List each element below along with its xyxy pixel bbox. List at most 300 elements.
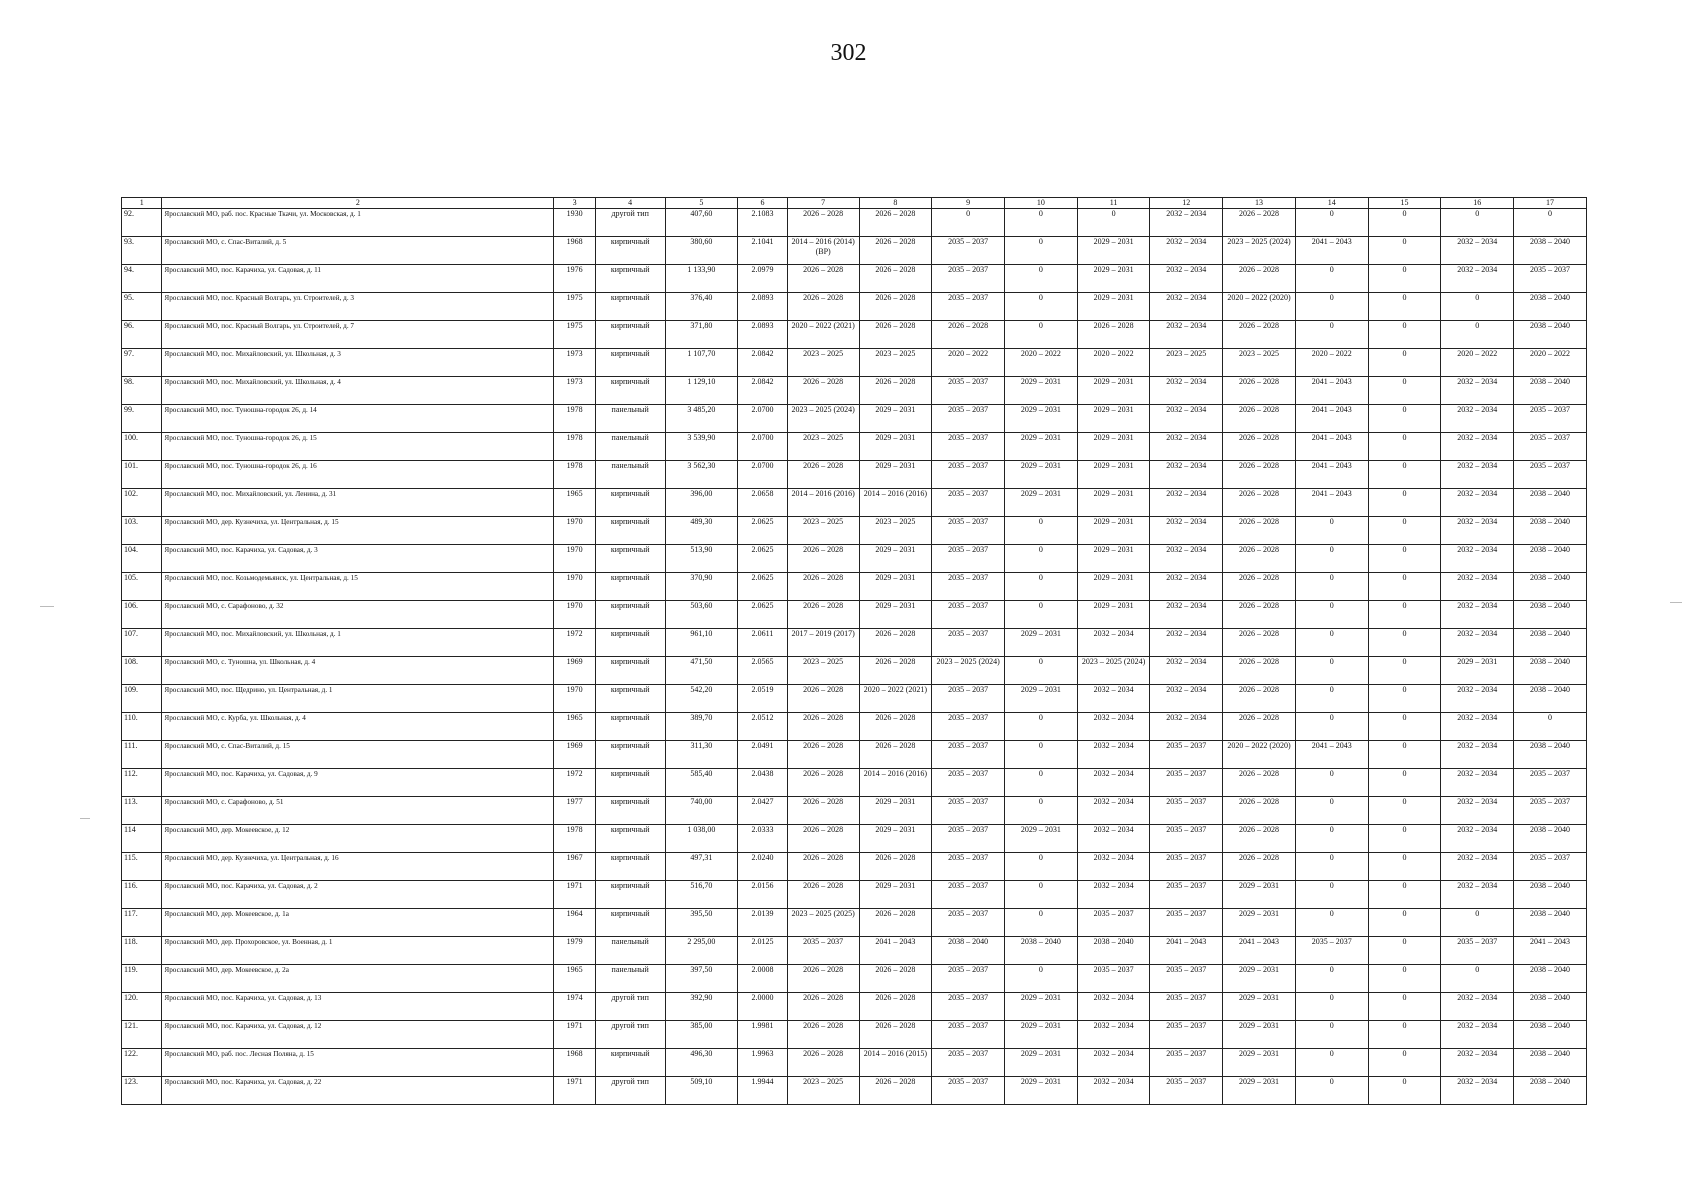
table-cell: 2026 – 2028 xyxy=(859,657,932,685)
table-cell: 2032 – 2034 xyxy=(1077,881,1150,909)
table-cell: 2029 – 2031 xyxy=(859,545,932,573)
table-cell: 2035 – 2037 xyxy=(932,573,1005,601)
table-cell: 2014 – 2016 (2016) xyxy=(787,489,859,517)
table-cell: 2026 – 2028 xyxy=(859,629,932,657)
table-cell: 0 xyxy=(1004,881,1077,909)
table-cell: кирпичный xyxy=(595,1049,665,1077)
row-number-cell: 106. xyxy=(122,601,162,629)
table-cell: 2029 – 2031 xyxy=(1077,433,1150,461)
table-cell: 2.0979 xyxy=(738,265,788,293)
table-cell: 2020 – 2022 xyxy=(1514,349,1587,377)
column-header: 10 xyxy=(1004,198,1077,209)
row-number-cell: 102. xyxy=(122,489,162,517)
table-cell: 2.0625 xyxy=(738,601,788,629)
table-cell: 2035 – 2037 xyxy=(1514,405,1587,433)
table-cell: 0 xyxy=(1368,657,1441,685)
table-cell: 2035 – 2037 xyxy=(932,461,1005,489)
table-cell: 0 xyxy=(1295,993,1368,1021)
table-cell: 1 107,70 xyxy=(665,349,738,377)
table-cell: 2032 – 2034 xyxy=(1150,573,1223,601)
table-cell: 2029 – 2031 xyxy=(1077,489,1150,517)
table-cell: 0 xyxy=(1004,265,1077,293)
table-cell: 2032 – 2034 xyxy=(1150,293,1223,321)
table-cell: 2.0658 xyxy=(738,489,788,517)
column-header: 12 xyxy=(1150,198,1223,209)
table-cell: кирпичный xyxy=(595,545,665,573)
table-cell: 2026 – 2028 xyxy=(859,265,932,293)
table-cell: кирпичный xyxy=(595,377,665,405)
row-number-cell: 95. xyxy=(122,293,162,321)
table-cell: 2029 – 2031 xyxy=(859,433,932,461)
table-cell: 2026 – 2028 xyxy=(787,1049,859,1077)
table-cell: 2032 – 2034 xyxy=(1150,461,1223,489)
table-cell: 2041 – 2043 xyxy=(1295,741,1368,769)
table-cell: 2032 – 2034 xyxy=(1150,517,1223,545)
table-cell: 2041 – 2043 xyxy=(1295,433,1368,461)
address-cell: Ярославский МО, пос. Карачиха, ул. Садовая, д. 13 xyxy=(162,993,554,1021)
table-cell: 2.0139 xyxy=(738,909,788,937)
table-cell: 2.0565 xyxy=(738,657,788,685)
table-cell: 2035 – 2037 xyxy=(1441,937,1514,965)
column-header: 15 xyxy=(1368,198,1441,209)
table-row xyxy=(122,601,1587,629)
table-cell: 2.0333 xyxy=(738,825,788,853)
table-cell: 2020 – 2022 (2021) xyxy=(859,685,932,713)
table-row xyxy=(122,209,1587,237)
table-cell: 2029 – 2031 xyxy=(1077,517,1150,545)
table-cell: 2032 – 2034 xyxy=(1077,741,1150,769)
table-cell: 0 xyxy=(1441,321,1514,349)
address-cell: Ярославский МО, пос. Карачиха, ул. Садовая, д. 22 xyxy=(162,1077,554,1105)
table-cell: 2035 – 2037 xyxy=(932,1021,1005,1049)
column-header: 8 xyxy=(859,198,932,209)
table-cell: 1 129,10 xyxy=(665,377,738,405)
table-cell: 3 562,30 xyxy=(665,461,738,489)
table-cell: 2026 – 2028 xyxy=(1223,769,1296,797)
table-cell: 0 xyxy=(1295,853,1368,881)
address-cell: Ярославский МО, раб. пос. Красные Ткачи, ул. Московская, д. 1 xyxy=(162,209,554,237)
table-cell: 2026 – 2028 xyxy=(787,965,859,993)
table-row xyxy=(122,349,1587,377)
table-cell: 2020 – 2022 xyxy=(1077,349,1150,377)
table-row xyxy=(122,433,1587,461)
table-cell: 0 xyxy=(1295,1049,1368,1077)
table-cell: 1970 xyxy=(554,685,595,713)
table-cell: 2.1041 xyxy=(738,237,788,265)
row-number-cell: 99. xyxy=(122,405,162,433)
table-cell: 2029 – 2031 xyxy=(1223,881,1296,909)
table-cell: 0 xyxy=(1441,209,1514,237)
column-header: 7 xyxy=(787,198,859,209)
table-cell: 2023 – 2025 (2024) xyxy=(1077,657,1150,685)
table-cell: 1975 xyxy=(554,293,595,321)
table-header xyxy=(122,198,1587,209)
table-cell: 2026 – 2028 xyxy=(1223,461,1296,489)
column-header: 1 xyxy=(122,198,162,209)
table-row xyxy=(122,853,1587,881)
table-cell: 2026 – 2028 xyxy=(859,853,932,881)
table-cell: 1.9944 xyxy=(738,1077,788,1105)
table-cell: 2026 – 2028 xyxy=(1223,489,1296,517)
table-cell: 2038 – 2040 xyxy=(1077,937,1150,965)
table-cell: 496,30 xyxy=(665,1049,738,1077)
table-cell: 0 xyxy=(1295,517,1368,545)
row-number-cell: 113. xyxy=(122,797,162,825)
column-header: 13 xyxy=(1223,198,1296,209)
table-row xyxy=(122,657,1587,685)
table-cell: 2032 – 2034 xyxy=(1441,881,1514,909)
table-cell: 2038 – 2040 xyxy=(1514,601,1587,629)
table-cell: 0 xyxy=(1295,965,1368,993)
table-cell: кирпичный xyxy=(595,881,665,909)
row-number-cell: 115. xyxy=(122,853,162,881)
table-row xyxy=(122,965,1587,993)
table-cell: кирпичный xyxy=(595,713,665,741)
table-cell: 1973 xyxy=(554,349,595,377)
address-cell: Ярославский МО, пос. Туношна-городок 26, д. 16 xyxy=(162,461,554,489)
table-row xyxy=(122,517,1587,545)
address-cell: Ярославский МО, пос. Карачиха, ул. Садовая, д. 3 xyxy=(162,545,554,573)
table-cell: 0 xyxy=(1368,1049,1441,1077)
table-cell: 0 xyxy=(1368,713,1441,741)
row-number-cell: 116. xyxy=(122,881,162,909)
table-cell: 2035 – 2037 xyxy=(1514,461,1587,489)
table-cell: 2026 – 2028 xyxy=(787,601,859,629)
table-cell: 2029 – 2031 xyxy=(1223,1049,1296,1077)
table-cell: 2026 – 2028 xyxy=(787,377,859,405)
table-cell: панельный xyxy=(595,433,665,461)
table-cell: кирпичный xyxy=(595,573,665,601)
address-cell: Ярославский МО, дер. Кузнечиха, ул. Центральная, д. 16 xyxy=(162,853,554,881)
table-cell: 2035 – 2037 xyxy=(932,825,1005,853)
table-cell: 2029 – 2031 xyxy=(1441,657,1514,685)
table-cell: 2029 – 2031 xyxy=(859,601,932,629)
page-number: 302 xyxy=(830,40,867,66)
table-cell: 2032 – 2034 xyxy=(1441,993,1514,1021)
table-cell: 2026 – 2028 xyxy=(787,265,859,293)
table-cell: 2.0842 xyxy=(738,349,788,377)
table-cell: 2029 – 2031 xyxy=(1004,489,1077,517)
table-cell: 2029 – 2031 xyxy=(859,881,932,909)
table-cell: 2026 – 2028 xyxy=(1223,517,1296,545)
table-cell: 2026 – 2028 xyxy=(859,713,932,741)
table-row xyxy=(122,1049,1587,1077)
table-cell: 2038 – 2040 xyxy=(1514,321,1587,349)
table-cell: 0 xyxy=(1368,937,1441,965)
table-cell: 1972 xyxy=(554,629,595,657)
table-cell: кирпичный xyxy=(595,237,665,265)
table-cell: 2029 – 2031 xyxy=(1004,433,1077,461)
table-cell: 2029 – 2031 xyxy=(859,573,932,601)
address-cell: Ярославский МО, пос. Михайловский, ул. Ленина, д. 31 xyxy=(162,489,554,517)
table-cell: 2026 – 2028 xyxy=(859,993,932,1021)
table-cell: 2032 – 2034 xyxy=(1441,517,1514,545)
table-cell: 0 xyxy=(1004,713,1077,741)
table-cell: 0 xyxy=(1295,769,1368,797)
table-cell: 0 xyxy=(1295,1077,1368,1105)
table-cell: 2035 – 2037 xyxy=(932,433,1005,461)
address-cell: Ярославский МО, пос. Туношна-городок 26, д. 15 xyxy=(162,433,554,461)
table-cell: 2026 – 2028 xyxy=(1223,265,1296,293)
table-cell: 0 xyxy=(1295,573,1368,601)
table-cell: 2035 – 2037 xyxy=(932,293,1005,321)
table-cell: 2035 – 2037 xyxy=(1150,909,1223,937)
table-cell: 2041 – 2043 xyxy=(1295,377,1368,405)
table-cell: 0 xyxy=(1004,237,1077,265)
table-cell: другой тип xyxy=(595,1077,665,1105)
address-cell: Ярославский МО, пос. Красный Волгарь, ул. Строителей, д. 7 xyxy=(162,321,554,349)
column-header: 11 xyxy=(1077,198,1150,209)
address-cell: Ярославский МО, раб. пос. Лесная Поляна, д. 15 xyxy=(162,1049,554,1077)
table-cell: кирпичный xyxy=(595,769,665,797)
table-cell: 2035 – 2037 xyxy=(932,545,1005,573)
table-row xyxy=(122,685,1587,713)
table-row xyxy=(122,825,1587,853)
table-row xyxy=(122,629,1587,657)
table-cell: 0 xyxy=(1004,741,1077,769)
table-cell: 0 xyxy=(1368,993,1441,1021)
table-cell: 2026 – 2028 xyxy=(1223,797,1296,825)
table-cell: 1973 xyxy=(554,377,595,405)
table-cell: 1971 xyxy=(554,881,595,909)
table-cell: 2023 – 2025 (2025) xyxy=(787,909,859,937)
table-cell: 2026 – 2028 xyxy=(787,853,859,881)
address-cell: Ярославский МО, с. Туношна, ул. Школьная, д. 4 xyxy=(162,657,554,685)
table-cell: 1972 xyxy=(554,769,595,797)
table-cell: 0 xyxy=(1368,237,1441,265)
table-cell: 0 xyxy=(1368,601,1441,629)
table-cell: 2.0240 xyxy=(738,853,788,881)
table-cell: 2.0700 xyxy=(738,433,788,461)
table-cell: 1930 xyxy=(554,209,595,237)
table-cell: 2026 – 2028 xyxy=(787,573,859,601)
table-cell: 2035 – 2037 xyxy=(932,685,1005,713)
table-cell: 1965 xyxy=(554,965,595,993)
table-cell: 2041 – 2043 xyxy=(1295,461,1368,489)
table-cell: 2038 – 2040 xyxy=(1514,293,1587,321)
table-cell: 0 xyxy=(1295,909,1368,937)
table-cell: 2035 – 2037 xyxy=(932,769,1005,797)
table-cell: 0 xyxy=(1441,293,1514,321)
table-cell: 2032 – 2034 xyxy=(1077,713,1150,741)
table-cell: 0 xyxy=(1077,209,1150,237)
table-cell: 0 xyxy=(1368,209,1441,237)
table-cell: 2023 – 2025 (2024) xyxy=(1223,237,1296,265)
scan-mark xyxy=(1670,602,1682,603)
table-cell: 0 xyxy=(1368,433,1441,461)
table-cell: 1968 xyxy=(554,237,595,265)
table-cell: 0 xyxy=(1368,965,1441,993)
table-cell: 2038 – 2040 xyxy=(1514,545,1587,573)
table-cell: 2038 – 2040 xyxy=(1514,1077,1587,1105)
table-cell: 0 xyxy=(1295,685,1368,713)
table-cell: 2026 – 2028 xyxy=(787,825,859,853)
column-header: 9 xyxy=(932,198,1005,209)
table-cell: 2032 – 2034 xyxy=(1441,629,1514,657)
table-cell: 2029 – 2031 xyxy=(859,405,932,433)
table-row xyxy=(122,797,1587,825)
table-cell: 2029 – 2031 xyxy=(1004,825,1077,853)
table-cell: 2029 – 2031 xyxy=(1004,1021,1077,1049)
table-cell: 2035 – 2037 xyxy=(1295,937,1368,965)
table-cell: 2032 – 2034 xyxy=(1441,377,1514,405)
address-cell: Ярославский МО, пос. Красный Волгарь, ул. Строителей, д. 3 xyxy=(162,293,554,321)
address-cell: Ярославский МО, пос. Михайловский, ул. Школьная, д. 1 xyxy=(162,629,554,657)
address-cell: Ярославский МО, пос. Карачиха, ул. Садовая, д. 9 xyxy=(162,769,554,797)
table-cell: кирпичный xyxy=(595,853,665,881)
table-cell: 2041 – 2043 xyxy=(1295,489,1368,517)
table-cell: кирпичный xyxy=(595,489,665,517)
table-cell: 0 xyxy=(1295,1021,1368,1049)
row-number-cell: 112. xyxy=(122,769,162,797)
table-cell: 2.0512 xyxy=(738,713,788,741)
scan-mark xyxy=(80,818,90,819)
address-cell: Ярославский МО, пос. Туношна-городок 26, д. 14 xyxy=(162,405,554,433)
table-cell: 2026 – 2028 xyxy=(787,881,859,909)
table-cell: 0 xyxy=(1368,489,1441,517)
table-cell: 2.0842 xyxy=(738,377,788,405)
table-cell: 2 295,00 xyxy=(665,937,738,965)
row-number-cell: 97. xyxy=(122,349,162,377)
table-cell: 489,30 xyxy=(665,517,738,545)
row-number-cell: 118. xyxy=(122,937,162,965)
address-cell: Ярославский МО, с. Курба, ул. Школьная, д. 4 xyxy=(162,713,554,741)
table-cell: 516,70 xyxy=(665,881,738,909)
table-cell: 2032 – 2034 xyxy=(1150,657,1223,685)
table-cell: 2026 – 2028 xyxy=(787,713,859,741)
column-header: 17 xyxy=(1514,198,1587,209)
table-cell: 2041 – 2043 xyxy=(1223,937,1296,965)
table-cell: 2035 – 2037 xyxy=(1150,993,1223,1021)
row-number-cell: 117. xyxy=(122,909,162,937)
table-cell: 2032 – 2034 xyxy=(1441,769,1514,797)
table-cell: 0 xyxy=(1368,1021,1441,1049)
table-cell: 2035 – 2037 xyxy=(932,881,1005,909)
address-cell: Ярославский МО, с. Сарафоново, д. 51 xyxy=(162,797,554,825)
row-number-cell: 109. xyxy=(122,685,162,713)
table-cell: 0 xyxy=(1368,685,1441,713)
table-cell: другой тип xyxy=(595,209,665,237)
table-cell: 2032 – 2034 xyxy=(1441,1077,1514,1105)
table-cell: 0 xyxy=(1295,601,1368,629)
address-cell: Ярославский МО, пос. Карачиха, ул. Садовая, д. 11 xyxy=(162,265,554,293)
table-cell: 2032 – 2034 xyxy=(1150,265,1223,293)
column-header: 3 xyxy=(554,198,595,209)
table-cell: 2032 – 2034 xyxy=(1150,601,1223,629)
table-cell: 2038 – 2040 xyxy=(1514,741,1587,769)
table-cell: 2035 – 2037 xyxy=(932,909,1005,937)
row-number-cell: 104. xyxy=(122,545,162,573)
table-cell: 2035 – 2037 xyxy=(932,797,1005,825)
table-cell: 2032 – 2034 xyxy=(1150,377,1223,405)
table-cell: 2035 – 2037 xyxy=(932,265,1005,293)
table-cell: 2026 – 2028 xyxy=(1223,321,1296,349)
table-cell: 2.0611 xyxy=(738,629,788,657)
table-cell: 2029 – 2031 xyxy=(1004,629,1077,657)
table-cell: 2035 – 2037 xyxy=(932,377,1005,405)
table-cell: 2035 – 2037 xyxy=(932,237,1005,265)
table-cell: 0 xyxy=(1368,349,1441,377)
table-cell: 2020 – 2022 xyxy=(932,349,1005,377)
table-cell: 2.0491 xyxy=(738,741,788,769)
table-cell: 2026 – 2028 xyxy=(787,545,859,573)
table-cell: 2029 – 2031 xyxy=(1077,377,1150,405)
table-cell: 0 xyxy=(1004,769,1077,797)
table-cell: 0 xyxy=(1368,517,1441,545)
table-cell: 2026 – 2028 xyxy=(1223,713,1296,741)
table-cell: 0 xyxy=(1368,377,1441,405)
table-cell: 2035 – 2037 xyxy=(1150,853,1223,881)
row-number-cell: 96. xyxy=(122,321,162,349)
table-cell: 2035 – 2037 xyxy=(932,601,1005,629)
row-number-cell: 114 xyxy=(122,825,162,853)
table-cell: 2035 – 2037 xyxy=(1150,797,1223,825)
table-cell: 2035 – 2037 xyxy=(932,1077,1005,1105)
table-cell: 2035 – 2037 xyxy=(1150,1049,1223,1077)
table-cell: панельный xyxy=(595,965,665,993)
table-cell: 2032 – 2034 xyxy=(1150,713,1223,741)
table-cell: 2029 – 2031 xyxy=(859,825,932,853)
table-cell: 2041 – 2043 xyxy=(859,937,932,965)
address-cell: Ярославский МО, с. Спас-Виталий, д. 15 xyxy=(162,741,554,769)
table-cell: 0 xyxy=(1295,797,1368,825)
table-row xyxy=(122,937,1587,965)
table-cell: 1969 xyxy=(554,657,595,685)
table-cell: 2020 – 2022 xyxy=(1441,349,1514,377)
table-cell: 0 xyxy=(1441,965,1514,993)
table-cell: 2026 – 2028 xyxy=(787,1021,859,1049)
row-number-cell: 98. xyxy=(122,377,162,405)
table-cell: 2023 – 2025 (2024) xyxy=(787,405,859,433)
table-cell: 2035 – 2037 xyxy=(1150,769,1223,797)
column-header: 14 xyxy=(1295,198,1368,209)
table-cell: панельный xyxy=(595,461,665,489)
table-cell: 2032 – 2034 xyxy=(1441,461,1514,489)
table-cell: 2.0125 xyxy=(738,937,788,965)
address-cell: Ярославский МО, пос. Михайловский, ул. Школьная, д. 4 xyxy=(162,377,554,405)
table-cell: 0 xyxy=(1368,1077,1441,1105)
table-cell: 2032 – 2034 xyxy=(1077,853,1150,881)
table-cell: 1970 xyxy=(554,573,595,601)
table-cell: 3 539,90 xyxy=(665,433,738,461)
table-cell: 2035 – 2037 xyxy=(932,741,1005,769)
table-cell: 0 xyxy=(1368,909,1441,937)
table-cell: 0 xyxy=(1004,853,1077,881)
table-cell: 2029 – 2031 xyxy=(1223,1077,1296,1105)
table-cell: кирпичный xyxy=(595,321,665,349)
table-cell: 2026 – 2028 xyxy=(787,685,859,713)
table-cell: 2029 – 2031 xyxy=(1004,993,1077,1021)
table-cell: 2023 – 2025 xyxy=(787,657,859,685)
table-cell: 2023 – 2025 xyxy=(787,517,859,545)
table-cell: 2023 – 2025 xyxy=(859,349,932,377)
table-cell: 0 xyxy=(1004,517,1077,545)
row-number-cell: 119. xyxy=(122,965,162,993)
table-cell: 2035 – 2037 xyxy=(1150,825,1223,853)
table-cell: 0 xyxy=(1004,573,1077,601)
table-cell: кирпичный xyxy=(595,601,665,629)
table-cell: 407,60 xyxy=(665,209,738,237)
table-cell: 370,90 xyxy=(665,573,738,601)
table-cell: 2032 – 2034 xyxy=(1150,321,1223,349)
table-cell: 2029 – 2031 xyxy=(1004,377,1077,405)
table-cell: 2029 – 2031 xyxy=(1077,265,1150,293)
table-cell: 2014 – 2016 (2016) xyxy=(859,489,932,517)
table-cell: 1.9963 xyxy=(738,1049,788,1077)
table-cell: 2032 – 2034 xyxy=(1077,769,1150,797)
table-cell: 0 xyxy=(1295,293,1368,321)
table-cell: 2026 – 2028 xyxy=(859,909,932,937)
